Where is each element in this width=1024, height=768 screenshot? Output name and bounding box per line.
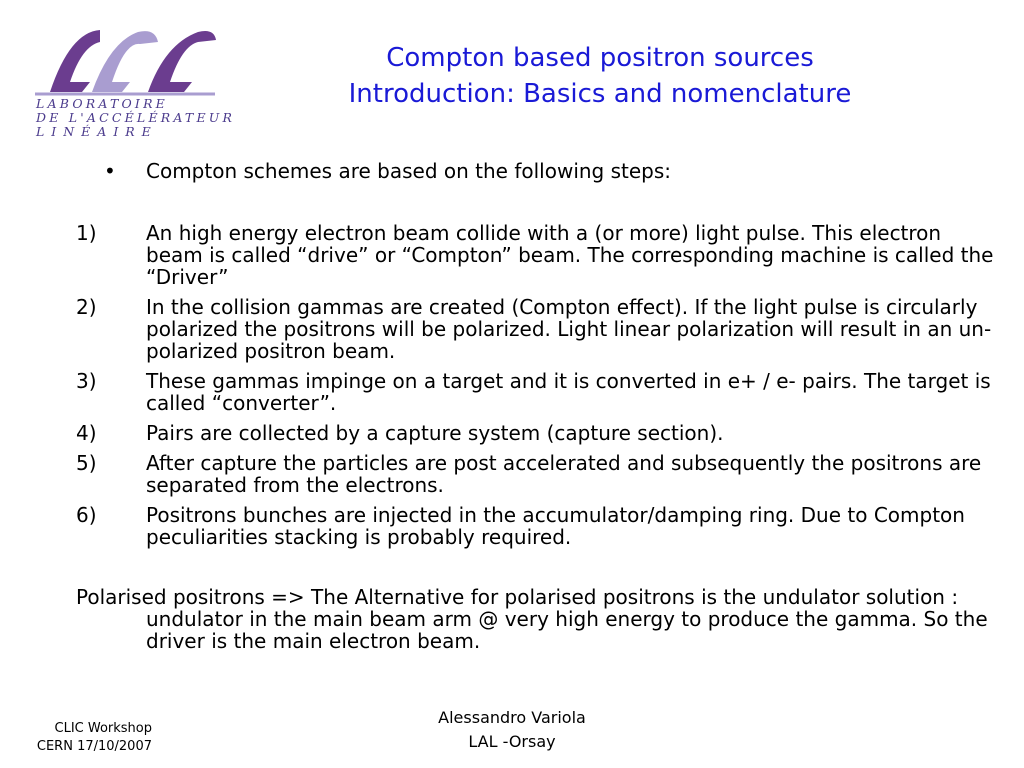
step-number: 1) xyxy=(76,221,97,245)
step-item xyxy=(76,422,996,444)
step-text: An high energy electron beam collide with a (or more) light pulse. This electron beam is called “drive” or “Compton” beam. The corresponding machine is called the “Driver” xyxy=(146,221,994,289)
logo-text-line2: DE L'ACCÉLÉRATEUR xyxy=(36,110,236,125)
step-item xyxy=(76,452,996,496)
step-number: 6) xyxy=(76,503,97,527)
footer-event-name: CLIC Workshop xyxy=(54,721,152,736)
lal-logo xyxy=(30,22,236,142)
footer-author-affiliation: LAL -Orsay xyxy=(468,732,556,751)
step-item xyxy=(76,222,996,288)
lal-logo-mark xyxy=(30,22,230,102)
step-text: These gammas impinge on a target and it is converted in e+ / e- pairs. The target is called “converter”. xyxy=(146,369,991,415)
footer-event-date: CERN 17/10/2007 xyxy=(36,739,152,754)
logo-text-line3: LINÉAIRE xyxy=(36,124,158,139)
step-item xyxy=(76,296,996,362)
closing-paragraph: Polarised positrons => The Alternative for polarised positrons is the undulator solution : undulator in the main beam arm @ very high energy to produce the gamma. So the driver is the main electron beam. xyxy=(76,585,988,653)
intro-bullet xyxy=(76,160,996,182)
step-item xyxy=(76,370,996,414)
slide-body xyxy=(76,160,996,652)
footer-author xyxy=(392,706,632,754)
footer-author-name: Alessandro Variola xyxy=(438,708,586,727)
step-text: After capture the particles are post accelerated and subsequently the positrons are separated from the electrons. xyxy=(146,451,982,497)
step-text: In the collision gammas are created (Compton effect). If the light pulse is circularly polarized the positrons will be polarized. Light linear polarization will result in an un-polarized positron beam. xyxy=(146,295,992,363)
title-line2: Introduction: Basics and nomenclature xyxy=(348,79,852,109)
title-line1: Compton based positron sources xyxy=(386,43,814,73)
footer-event xyxy=(20,720,152,756)
step-number: 2) xyxy=(76,295,97,319)
step-number: 4) xyxy=(76,421,97,445)
step-item xyxy=(76,504,996,548)
step-number: 3) xyxy=(76,369,97,393)
slide-title xyxy=(250,40,950,112)
intro-text: Compton schemes are based on the following steps: xyxy=(146,159,672,183)
step-number: 5) xyxy=(76,451,97,475)
step-text: Positrons bunches are injected in the accumulator/damping ring. Due to Compton peculiarities stacking is probably required. xyxy=(146,503,965,549)
step-text: Pairs are collected by a capture system (capture section). xyxy=(146,421,724,445)
bullet-marker: • xyxy=(104,159,116,183)
logo-text-line1: LABORATOIRE xyxy=(36,96,169,111)
